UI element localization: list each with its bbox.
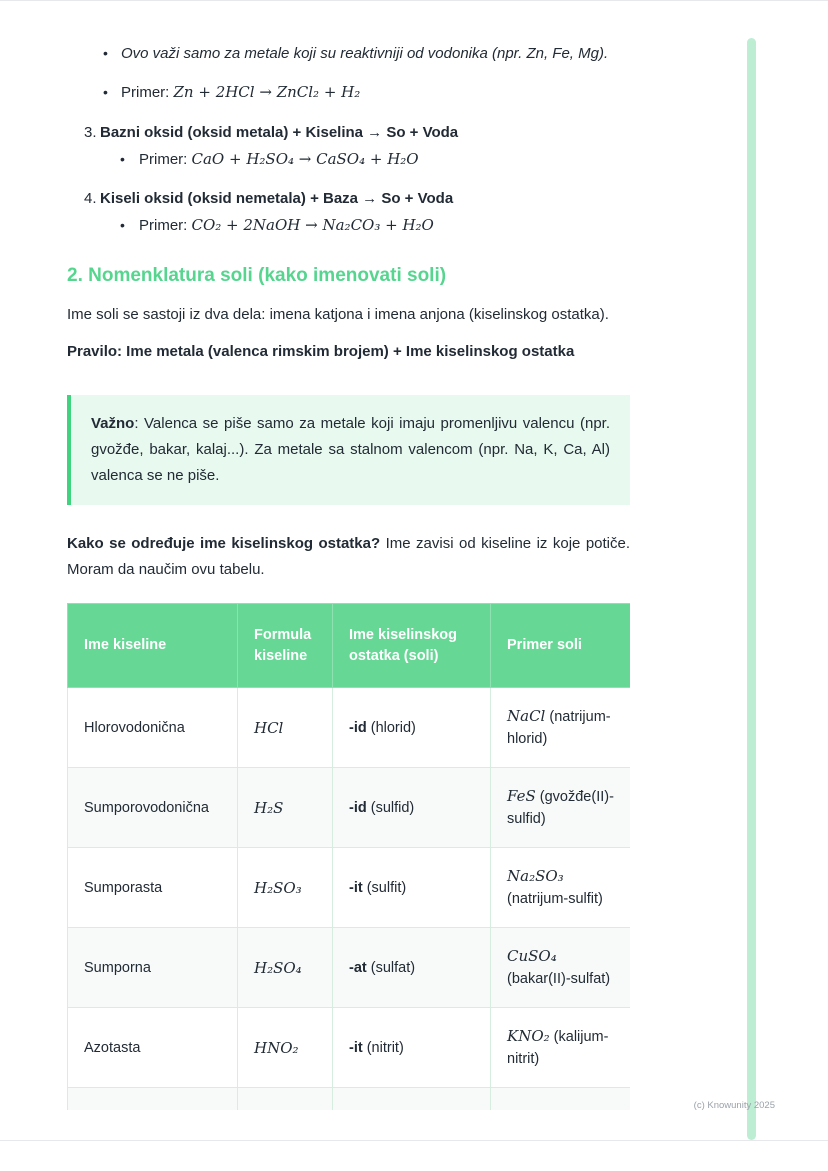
list-item — [67, 148, 630, 171]
salt-formula: CuSO₄ — [507, 947, 557, 965]
suffix-rest: (sulfid) — [366, 799, 415, 816]
suffix-cell — [333, 848, 491, 928]
acid-formula-cell: H₂SO₄ — [238, 928, 333, 1008]
table-row — [68, 928, 631, 1008]
numbered-rule-4 — [67, 187, 630, 237]
note-text: Ovo važi samo za metale koji su reaktivniji od vodonika (npr. Zn, Fe, Mg). — [121, 45, 609, 62]
salt-example-cell — [491, 1008, 631, 1088]
section-heading: 2. Nomenklatura soli (kako imenovati soli) — [67, 265, 447, 286]
suffix-rest: (nitrit) — [362, 1039, 404, 1056]
acid-naming-table — [67, 603, 630, 1110]
question-bold: Kako se određuje ime kiselinskog ostatka? — [67, 535, 381, 552]
suffix-bold: -it — [349, 879, 363, 896]
rule-number: 4. — [84, 190, 97, 207]
suffix-rest: (sulfat) — [366, 959, 416, 976]
rule-heading — [67, 187, 630, 210]
suffix-bold: -id — [349, 719, 367, 736]
bullet-icon: • — [120, 217, 125, 233]
salt-name: (kalijum-nitrit) — [507, 1029, 609, 1067]
salt-name: (natrijum-hlorid) — [507, 709, 611, 747]
suffix-cell — [333, 768, 491, 848]
list-item — [67, 214, 630, 237]
chemical-equation: CO₂ + 2NaOH → Na₂CO₃ + H₂O — [191, 216, 434, 234]
suffix-bold: -id — [349, 799, 367, 816]
document-content — [67, 42, 630, 1110]
example-label: Primer: — [121, 84, 174, 101]
salt-example-cell — [491, 928, 631, 1008]
numbered-rule-3 — [67, 121, 630, 171]
salt-example-cell — [491, 688, 631, 768]
table-row — [68, 768, 631, 848]
table-header-cell: Formula kiseline — [238, 604, 333, 688]
bullet-icon: • — [120, 151, 125, 167]
table-row-partial — [68, 1088, 631, 1111]
table-header-row — [68, 604, 631, 688]
acid-name-cell — [68, 1088, 238, 1111]
example-label: Primer: — [139, 217, 192, 234]
suffix-cell — [333, 1088, 491, 1111]
suffix-rest: (sulfit) — [362, 879, 407, 896]
salt-formula: KNO₂ — [507, 1027, 550, 1045]
page-top-border — [0, 0, 828, 1]
rule-number: 3. — [84, 124, 97, 141]
naming-rule-text: Pravilo: Ime metala (valenca rimskim brojem) + Ime kiselinskog ostatka — [67, 343, 575, 360]
intro-paragraph: Ime soli se sastoji iz dva dela: imena katjona i imena anjona (kiselinskog ostatka). — [67, 306, 609, 323]
salt-example-cell — [491, 848, 631, 928]
table-row — [68, 1008, 631, 1088]
page-bottom-border — [0, 1140, 828, 1141]
rule-title: Kiseli oksid (oksid nemetala) + Baza → So + Voda — [100, 190, 454, 207]
chemical-equation: Zn + 2HCl → ZnCl₂ + H₂ — [173, 83, 361, 101]
table-header-cell: Ime kiseline — [68, 604, 238, 688]
list-item — [67, 81, 630, 104]
example-line — [139, 148, 630, 171]
bullet-icon: • — [103, 84, 108, 100]
important-callout — [67, 395, 630, 505]
chemical-equation: CaO + H₂SO₄ → CaSO₄ + H₂O — [191, 150, 419, 168]
salt-name: (gvožđe(II)-sulfid) — [507, 789, 614, 827]
acid-formula-cell: HNO₂ — [238, 1008, 333, 1088]
example-label: Primer: — [139, 151, 192, 168]
acid-name-cell: Sumporasta — [68, 848, 238, 928]
example-line — [121, 81, 630, 104]
notes-bullet-list — [67, 42, 630, 104]
acid-name-cell: Sumporna — [68, 928, 238, 1008]
acid-formula-cell: H₂SO₃ — [238, 848, 333, 928]
rule-heading — [67, 121, 630, 144]
table-header-cell: Ime kiselinskog ostatka (soli) — [333, 604, 491, 688]
scrollbar-thumb[interactable] — [747, 38, 756, 1140]
table-container — [67, 603, 630, 1110]
question-rest: Ime zavisi od kiseline iz koje potiče. Moram da naučim ovu tabelu. — [67, 535, 631, 578]
suffix-bold: -at — [349, 959, 367, 976]
acid-formula-cell: HCl — [238, 688, 333, 768]
acid-name-cell: Azotasta — [68, 1008, 238, 1088]
salt-example-cell — [491, 1088, 631, 1111]
salt-name: (natrijum-sulfit) — [507, 891, 603, 907]
rule-title: Bazni oksid (oksid metala) + Kiselina → So + Voda — [100, 124, 459, 141]
suffix-cell — [333, 688, 491, 768]
acid-formula-cell — [238, 1088, 333, 1111]
suffix-cell — [333, 1008, 491, 1088]
suffix-cell — [333, 928, 491, 1008]
salt-name: (bakar(II)-sulfat) — [507, 971, 611, 987]
copyright-footer: (c) Knowunity 2025 — [693, 1100, 775, 1111]
callout-text — [91, 411, 610, 489]
salt-example-cell — [491, 768, 631, 848]
example-line — [139, 214, 630, 237]
table-header-cell: Primer soli — [491, 604, 631, 688]
list-item — [67, 42, 630, 65]
callout-label: Važno — [91, 415, 135, 432]
callout-body: : Valenca se piše samo za metale koji imaju promenljivu valencu (npr. gvožđe, bakar, kalaj...). Za metale sa stalnom valencom (npr. Na, K, Ca, Al) valenca se ne piše. — [91, 415, 610, 484]
salt-formula: Na₂SO₃ — [507, 867, 564, 885]
salt-formula: FeS — [507, 787, 536, 805]
suffix-rest: (hlorid) — [366, 719, 416, 736]
question-paragraph — [67, 531, 630, 583]
table-row — [68, 848, 631, 928]
salt-formula: NaCl — [507, 707, 546, 725]
bullet-icon: • — [103, 45, 108, 61]
table-row — [68, 688, 631, 768]
acid-name-cell: Sumporovodonična — [68, 768, 238, 848]
acid-name-cell: Hlorovodonična — [68, 688, 238, 768]
acid-formula-cell: H₂S — [238, 768, 333, 848]
suffix-bold: -it — [349, 1039, 363, 1056]
